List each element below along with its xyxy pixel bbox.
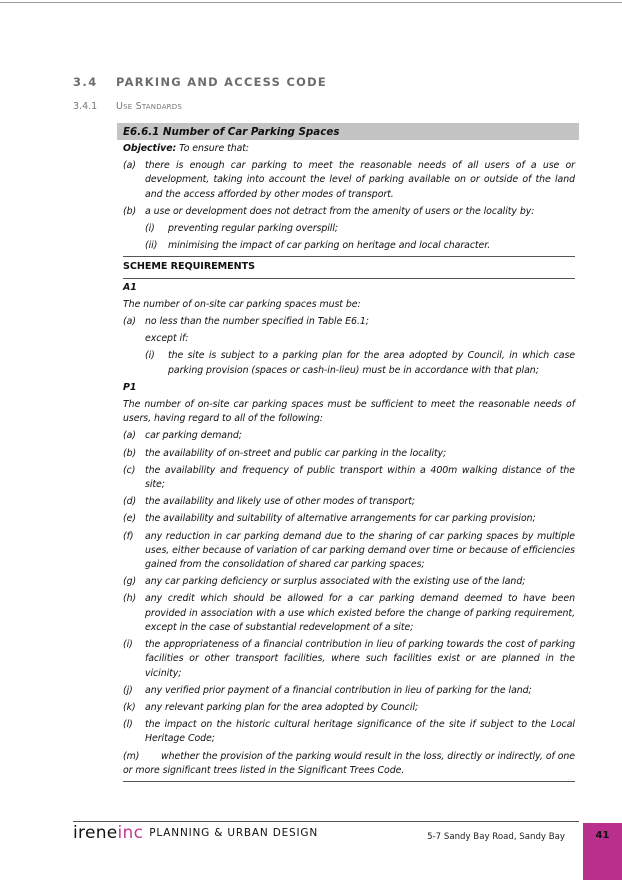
page-number: 41 xyxy=(595,830,610,841)
p1-item xyxy=(123,495,575,509)
a1-intro: The number of on-site car parking spaces must be: xyxy=(123,298,361,310)
logo-part-inc: inc xyxy=(117,823,144,843)
subsection-title: Use Standards xyxy=(116,101,182,112)
item-label: (l) xyxy=(123,719,133,731)
company-logo xyxy=(73,823,318,843)
item-text: there is enough car parking to meet the reasonable needs of all users of a use or development, taking into account the level of parking available on or outside of the land and the access afforded by other modes of transport. xyxy=(145,160,575,200)
item-text: whether the provision of the parking would result in the loss, directly or indirectly, of one or more significant trees listed in the Significant Trees Code. xyxy=(123,750,575,776)
p1-item xyxy=(123,464,575,492)
p1-item xyxy=(123,429,575,443)
objective-subitem xyxy=(145,239,575,253)
logo-tagline: PLANNING & URBAN DESIGN xyxy=(149,827,318,839)
item-text: the impact on the historic cultural heritage significance of the site if subject to the Local Heritage Code; xyxy=(145,719,575,745)
item-text: car parking demand; xyxy=(145,430,242,442)
objective-text: To ensure that: xyxy=(179,143,250,154)
item-text: the appropriateness of a financial contribution in lieu of parking towards the cost of parking facilities or other transport facilities, where such facilities exist or are planned in the vicinity; xyxy=(145,639,575,679)
p1-item xyxy=(123,684,575,698)
item-text: the availability and likely use of other modes of transport; xyxy=(145,496,415,508)
item-label: (c) xyxy=(123,464,136,476)
item-label: (ii) xyxy=(145,240,158,252)
item-text: any reduction in car parking demand due to the sharing of car parking spaces by multiple uses, either because of variation of car parking demand over time or because of efficiencies gained from the consolidation of shared car parking spaces; xyxy=(145,530,575,571)
item-label: (e) xyxy=(123,513,136,525)
a1-item xyxy=(123,315,575,329)
objective xyxy=(123,142,575,156)
p1-item xyxy=(123,718,575,746)
standards-table xyxy=(117,123,579,782)
item-text: preventing regular parking overspill; xyxy=(168,223,339,235)
footer-rule xyxy=(73,821,579,822)
item-label: (h) xyxy=(123,593,137,605)
item-text: the availability and suitability of alternative arrangements for car parking provision; xyxy=(145,513,536,525)
item-label: (m) xyxy=(123,750,140,762)
page-number-box xyxy=(583,823,622,880)
divider xyxy=(123,256,575,257)
p1-item xyxy=(123,512,575,526)
p1-item xyxy=(123,530,575,573)
p1-label: P1 xyxy=(123,381,137,393)
p1-item xyxy=(123,592,575,635)
p1-item xyxy=(123,575,575,589)
objective-item xyxy=(123,205,575,219)
objective-subitem xyxy=(145,222,575,236)
item-label: (a) xyxy=(123,430,136,442)
item-text: any credit which should be allowed for a car parking demand deemed to have been provided in association with a use which existed before the change of parking requirement, except in the case of substantial redevelopment of a site; xyxy=(145,593,575,633)
p1-item xyxy=(123,638,575,681)
section-heading xyxy=(73,75,327,89)
p1-item-m xyxy=(123,750,575,778)
subsection-heading xyxy=(73,101,182,112)
objective-label: Objective: xyxy=(123,143,177,154)
a1-except: except if: xyxy=(145,333,189,345)
item-label: (i) xyxy=(145,223,155,235)
divider xyxy=(123,278,575,279)
objective-item xyxy=(123,159,575,202)
item-label: (g) xyxy=(123,576,137,588)
item-text: minimising the impact of car parking on heritage and local character. xyxy=(168,240,491,252)
p1-item xyxy=(123,701,575,715)
item-label: (d) xyxy=(123,496,137,508)
section-title: PARKING AND ACCESS CODE xyxy=(116,75,327,89)
item-text: no less than the number specified in Table E6.1; xyxy=(145,316,369,328)
logo-part-irene: irene xyxy=(73,823,118,843)
item-label: (a) xyxy=(123,316,136,328)
scheme-requirements-heading: SCHEME REQUIREMENTS xyxy=(123,261,256,273)
item-text: any relevant parking plan for the area adopted by Council; xyxy=(145,701,419,713)
item-label: (i) xyxy=(145,350,155,362)
item-text: the availability of on-street and public car parking in the locality; xyxy=(145,447,447,459)
item-label: (i) xyxy=(123,639,133,651)
item-text: the availability and frequency of public transport within a 400m walking distance of the site; xyxy=(145,464,575,491)
item-label: (b) xyxy=(123,447,137,459)
item-text: any verified prior payment of a financial contribution in lieu of parking for the land; xyxy=(145,684,532,696)
section-number: 3.4 xyxy=(73,75,98,89)
a1-subitem xyxy=(145,349,575,377)
p1-intro: The number of on-site car parking spaces must be sufficient to meet the reasonable needs of users, having regard to all of the following: xyxy=(123,399,575,425)
a1-label: A1 xyxy=(123,281,137,293)
item-label: (j) xyxy=(123,684,133,696)
item-label: (k) xyxy=(123,701,136,713)
top-rule xyxy=(0,2,622,3)
table-content xyxy=(117,142,579,782)
subsection-number: 3.4.1 xyxy=(73,101,98,112)
item-label: (f) xyxy=(123,530,134,542)
p1-item xyxy=(123,447,575,461)
item-label: (a) xyxy=(123,160,136,172)
item-text: any car parking deficiency or surplus associated with the existing use of the land; xyxy=(145,576,526,588)
item-text: the site is subject to a parking plan for the area adopted by Council, in which case parking provision (spaces or cash-in-lieu) must be in accordance with that plan; xyxy=(168,350,575,376)
table-bottom-rule xyxy=(123,781,575,782)
footer-address: 5-7 Sandy Bay Road, Sandy Bay xyxy=(427,832,565,842)
item-label: (b) xyxy=(123,205,137,217)
table-header: E6.6.1 Number of Car Parking Spaces xyxy=(117,123,579,140)
item-text: a use or development does not detract from the amenity of users or the locality by: xyxy=(145,205,535,217)
